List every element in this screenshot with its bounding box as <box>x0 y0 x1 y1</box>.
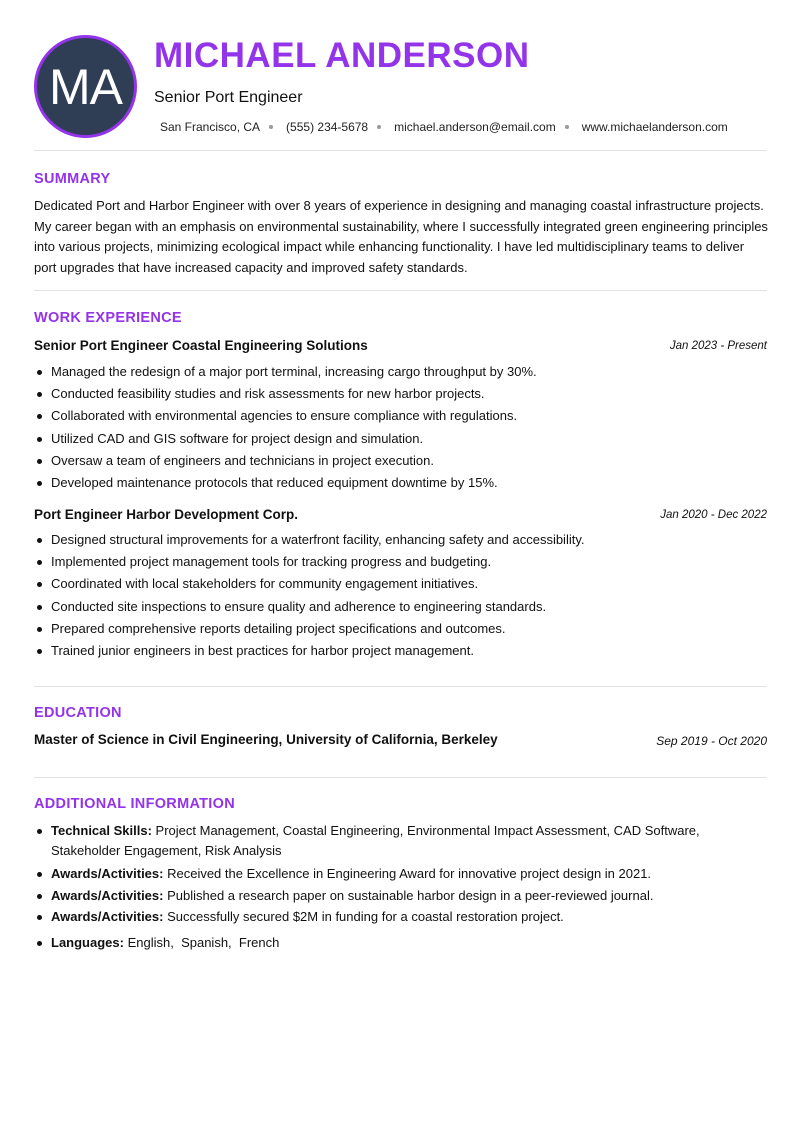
item-label: Awards/Activities: <box>51 909 164 924</box>
list-item <box>34 886 769 906</box>
item-label: Awards/Activities: <box>51 866 164 881</box>
list-item: Conducted site inspections to ensure quality and adherence to engineering standards. <box>34 596 769 618</box>
item-text: Successfully secured $2M in funding for a coastal restoration project. <box>167 909 564 924</box>
job-bullets <box>34 361 769 494</box>
degree: Master of Science in Civil Engineering, University of California, Berkeley <box>34 732 498 747</box>
item-text: Published a research paper on sustainable harbor design in a peer-reviewed journal. <box>167 887 654 903</box>
avatar-initials: MA <box>49 58 122 115</box>
list-item: Prepared comprehensive reports detailing project specifications and outcomes. <box>34 618 769 640</box>
education-heading: EDUCATION <box>34 705 122 721</box>
list-item: Implemented project management tools for tracking progress and budgeting. <box>34 551 769 573</box>
job-title: Senior Port Engineer Coastal Engineering Solutions <box>34 338 368 353</box>
education-entry <box>34 732 767 750</box>
avatar <box>34 35 137 138</box>
job-title: Port Engineer Harbor Development Corp. <box>34 507 299 522</box>
separator-dot-icon <box>269 125 273 129</box>
summary-text: Dedicated Port and Harbor Engineer with over 8 years of experience in designing and managing coastal infrastructure projects. My career began with an emphasis on environmental sustainability, where I successfully integrated green engineering principles into various projects, minimizing ecological impact while enhancing functionality. I have led multidisciplinary teams to deliver port upgrades that have increased capacity and improved safety standards. <box>34 198 768 276</box>
contact-location: San Francisco, CA <box>160 120 261 134</box>
list-item <box>34 864 769 884</box>
job-header <box>34 507 767 525</box>
divider <box>34 290 767 291</box>
education-dates: Sep 2019 - Oct 2020 <box>656 734 767 748</box>
list-item <box>34 933 769 953</box>
candidate-title: Senior Port Engineer <box>154 89 303 106</box>
job-dates: Jan 2020 - Dec 2022 <box>660 509 767 521</box>
item-text: Received the Excellence in Engineering Award for innovative project design in 2021. <box>167 866 652 881</box>
list-item: Designed structural improvements for a waterfront facility, enhancing safety and accessibility. <box>34 529 769 551</box>
separator-dot-icon <box>565 125 569 129</box>
job-dates: Jan 2023 - Present <box>669 340 767 352</box>
item-text: English, Spanish, French <box>127 934 280 950</box>
list-item: Coordinated with local stakeholders for community engagement initiatives. <box>34 573 769 595</box>
contact-line <box>160 120 728 134</box>
list-item: Conducted feasibility studies and risk assessments for new harbor projects. <box>34 383 769 405</box>
item-text: Project Management, Coastal Engineering, Environmental Impact Assessment, CAD Software, Stakeholder Engagement, Risk Analysis <box>51 823 700 858</box>
additional-heading: ADDITIONAL INFORMATION <box>34 796 235 812</box>
experience-heading: WORK EXPERIENCE <box>34 310 182 326</box>
contact-phone: (555) 234-5678 <box>286 120 369 134</box>
divider <box>34 777 767 778</box>
divider <box>34 686 767 687</box>
list-item: Developed maintenance protocols that reduced equipment downtime by 15%. <box>34 472 769 494</box>
list-item: Trained junior engineers in best practices for harbor project management. <box>34 640 769 662</box>
divider <box>34 150 767 151</box>
item-label: Technical Skills: <box>51 823 152 838</box>
candidate-name: MICHAEL ANDERSON <box>154 36 530 75</box>
list-item: Oversaw a team of engineers and technicians in project execution. <box>34 450 769 472</box>
contact-website[interactable]: www.michaelanderson.com <box>581 120 728 134</box>
item-label: Languages: <box>51 934 124 950</box>
list-item: Utilized CAD and GIS software for project design and simulation. <box>34 428 769 450</box>
job-header <box>34 338 767 356</box>
item-label: Awards/Activities: <box>51 887 164 903</box>
separator-dot-icon <box>377 125 381 129</box>
resume-header <box>0 0 800 150</box>
contact-email[interactable]: michael.anderson@email.com <box>394 120 556 134</box>
list-item <box>34 907 769 927</box>
list-item <box>34 821 769 860</box>
additional-list <box>34 821 769 952</box>
list-item: Collaborated with environmental agencies to ensure compliance with regulations. <box>34 405 769 427</box>
list-item: Managed the redesign of a major port terminal, increasing cargo throughput by 30%. <box>34 361 769 383</box>
summary-heading: SUMMARY <box>34 171 111 187</box>
job-bullets <box>34 529 769 662</box>
